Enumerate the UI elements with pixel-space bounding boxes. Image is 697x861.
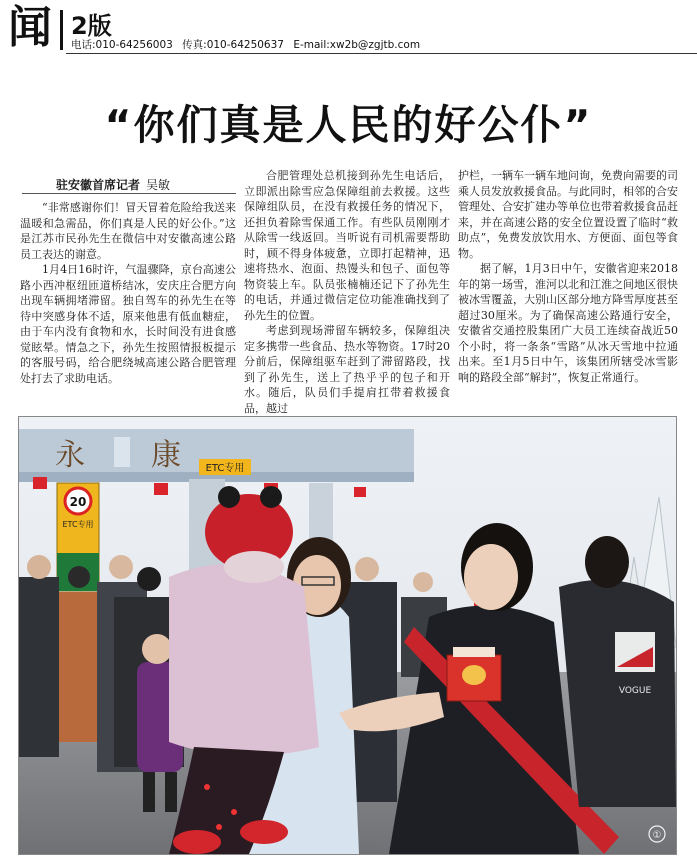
toll-sign-char: 永 xyxy=(55,438,85,473)
byline-author: 吴敏 xyxy=(146,178,171,192)
photo-watermark: ① xyxy=(652,830,662,841)
news-photo xyxy=(18,416,677,855)
photo-illustration xyxy=(19,417,676,854)
paragraph: “非常感谢你们！冒天冒着危险给我送来温暖和急需品，你们真是人民的好公仆。”这是江苏市民孙先生在微信中对安徽高速公路员工表达的谢意。 xyxy=(20,201,236,261)
article-column-1 xyxy=(20,200,236,386)
masthead xyxy=(0,0,697,56)
jacket-brand: VOGUE xyxy=(618,686,652,696)
etc-sign-label: ETC专用 xyxy=(62,520,94,529)
section-char: 闻 xyxy=(8,2,52,53)
toll-sign-char: 康 xyxy=(151,438,181,473)
contact-line xyxy=(71,37,426,52)
masthead-divider xyxy=(60,10,63,50)
paragraph: 1月4日16时许，气温骤降，京台高速公路小西冲枢纽匝道桥结冰，安庆庄合肥方向出现车辆拥堵滞留。独自驾车的孙先生在等待中突感身体不适，原来他患有低血糖症，由于车内没有食物和水，长时间没有进食感觉眩晕。情急之下，孙先生按照情报板提示的客服号码，给合肥绕城高速公路合肥管理处打去了求助电话。 xyxy=(20,263,236,385)
byline-title: 驻安徽首席记者 xyxy=(56,178,141,192)
paragraph: 据了解，1月3日中午，安徽省迎来2018年的第一场雪，淮河以北和江淮之间地区很快被冰雪覆盖，大别山区部分地方降雪厚度甚至超过30厘米。为了确保高速公路通行安全，安徽省交通控股集团广大员工连续奋战近50个小时，将一条条“雪路”从冰天雪地中拉通出来。至1月5日中午，该集团所辖受冰雪影响的路段全部“解封”，恢复正常通行。 xyxy=(458,262,678,384)
article-column-2 xyxy=(244,168,450,416)
fax-number: 传真:010-64250637 xyxy=(182,39,284,51)
byline-rule xyxy=(22,193,236,194)
article-headline: “你们真是人民的好公仆” xyxy=(104,101,593,149)
paragraph: 合肥管理处总机接到孙先生电话后，立即派出除雪应急保障组前去救援。这些保障组队员，在没有救援任务的情况下，还担负着除雪保通工作。有些队员刚刚才从除雪一线返回。当听说有司机需要帮助时，顾不得身体疲惫，立即打起精神，迅速将热水、泡面、热馒头和包子、面包等物资装上车。队员张楠楠还记下了孙先生的电话，并通过微信定位功能准确找到了孙先生的位置。 xyxy=(244,169,450,322)
page-number: 2版 xyxy=(71,12,112,40)
email-address: E-mail:xw2b@zgjtb.com xyxy=(293,39,421,51)
speed-limit-value: 20 xyxy=(69,495,87,509)
paragraph: 护栏，一辆车一辆车地问询，免费向需要的司乘人员发放救援食品。与此同时，相邻的合安管理处、合安扩建办等单位也带着救援食品赶来，并在高速公路的安全位置设置了临时“救助点”，免费发放饮用水、方便面、面包等食物。 xyxy=(458,169,678,260)
article-column-3 xyxy=(458,168,678,385)
phone-number: 电话:010-64256003 xyxy=(71,39,173,51)
paragraph: 考虑到现场滞留车辆较多，保障组决定多携带一些食品、热水等物资。17时20分前后，保障组驱车赶到了滞留路段，找到了孙先生，送上了热乎乎的包子和开水。随后，队员们手提肩扛带着救援食品，越过 xyxy=(244,324,450,415)
masthead-rule xyxy=(66,53,697,54)
byline xyxy=(56,176,170,193)
etc-lane-label: ETC专用 xyxy=(205,463,245,474)
